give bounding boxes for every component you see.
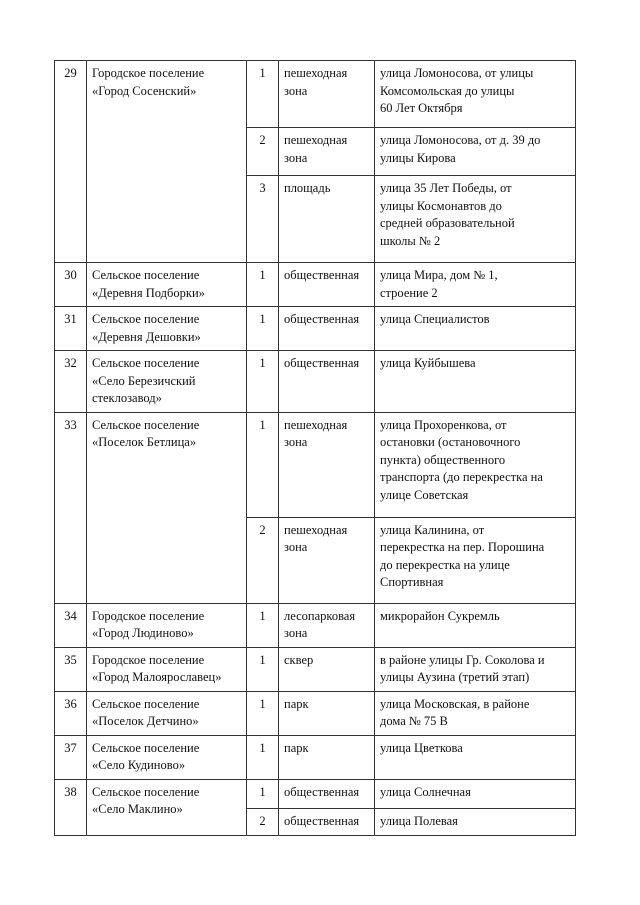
territory-address [375, 779, 576, 808]
item-number: 2 [247, 128, 279, 176]
text-line: парк [284, 740, 309, 755]
text-line: улицы Аузина (третий этап) [380, 670, 530, 684]
text-line: пешеходная [284, 522, 348, 537]
text-line: улица Специалистов [380, 312, 490, 326]
settlement-name [87, 307, 247, 351]
territory-address [375, 176, 576, 263]
row-number: 34 [55, 603, 87, 647]
text-line: площадь [284, 181, 331, 195]
text-line: «Деревня Дешовки» [92, 329, 201, 344]
text-line: улица Куйбышева [380, 356, 476, 370]
item-number: 1 [247, 351, 279, 413]
territory-type [279, 61, 375, 128]
settlement-name [87, 779, 247, 835]
text-line: зона [284, 540, 308, 554]
text-line: улица 35 Лет Победы, от [380, 181, 512, 195]
text-line: Городское поселение [92, 652, 205, 667]
item-number: 1 [247, 735, 279, 779]
settlement-name [87, 412, 247, 603]
text-line: «Деревня Подборки» [92, 285, 205, 300]
text-line: Сельское поселение [92, 696, 200, 711]
territory-address [375, 808, 576, 835]
text-line: сквер [284, 652, 314, 667]
text-line: улица Московская, в районе [380, 696, 530, 711]
text-line: Сельское поселение [92, 312, 200, 326]
territory-type [279, 412, 375, 517]
territory-address [375, 517, 576, 603]
text-line: лесопарковая [284, 608, 356, 623]
territory-type [279, 779, 375, 808]
territory-type [279, 647, 375, 691]
table-row [55, 603, 576, 647]
item-number: 2 [247, 808, 279, 835]
text-line: зона [284, 150, 308, 165]
text-line: школы № 2 [380, 233, 441, 248]
text-line: пешеходная [284, 66, 348, 80]
item-number: 1 [247, 263, 279, 307]
text-line: улица Мира, дом № 1, [380, 268, 498, 282]
item-number: 2 [247, 517, 279, 603]
territory-type [279, 691, 375, 735]
text-line: общественная [284, 784, 360, 799]
text-line: транспорта (до перекрестка на [380, 470, 543, 484]
text-line: Городское поселение [92, 608, 205, 623]
item-number: 1 [247, 603, 279, 647]
text-line: улице Советская [380, 487, 469, 502]
settlement-name [87, 691, 247, 735]
territory-table [54, 60, 576, 836]
document-page [54, 60, 575, 836]
table-row [55, 61, 576, 128]
text-line: Спортивная [380, 575, 444, 589]
text-line: до перекрестка на улице [380, 557, 510, 572]
text-line: «Село Кудиново» [92, 758, 186, 772]
row-number: 38 [55, 779, 87, 835]
territory-type [279, 263, 375, 307]
territory-address [375, 647, 576, 691]
text-line: «Город Малоярославец» [92, 670, 222, 684]
territory-address [375, 603, 576, 647]
text-line: в районе улицы Гр. Соколова и [380, 652, 545, 667]
row-number: 31 [55, 307, 87, 351]
text-line: пункта) общественного [380, 452, 506, 467]
text-line: парк [284, 696, 309, 711]
text-line: улица Прохоренкова, от [380, 417, 507, 432]
text-line: стеклозавод» [92, 391, 162, 405]
text-line: зона [284, 435, 308, 449]
text-line: улица Калинина, от [380, 522, 485, 537]
text-line: улица Ломоносова, от улицы [380, 66, 534, 80]
text-line: зона [284, 626, 308, 640]
text-line: общественная [284, 268, 360, 282]
row-number: 32 [55, 351, 87, 413]
territory-address [375, 263, 576, 307]
text-line: улицы Кирова [380, 150, 456, 165]
item-number: 1 [247, 647, 279, 691]
text-line: улицы Космонавтов до [380, 198, 502, 213]
row-number: 29 [55, 61, 87, 263]
table-body [55, 61, 576, 836]
text-line: зона [284, 83, 308, 98]
territory-address [375, 307, 576, 351]
row-number: 37 [55, 735, 87, 779]
territory-address [375, 735, 576, 779]
text-line: Сельское поселение [92, 417, 200, 432]
settlement-name [87, 647, 247, 691]
territory-type [279, 735, 375, 779]
text-line: Сельское поселение [92, 740, 200, 755]
text-line: общественная [284, 813, 360, 828]
territory-type [279, 351, 375, 413]
table-row [55, 351, 576, 413]
territory-type [279, 128, 375, 176]
text-line: Сельское поселение [92, 356, 200, 370]
item-number: 1 [247, 412, 279, 517]
text-line: Сельское поселение [92, 268, 200, 282]
text-line: пешеходная [284, 417, 348, 432]
text-line: микрорайон Сукремль [380, 608, 500, 623]
territory-type [279, 808, 375, 835]
table-row [55, 735, 576, 779]
text-line: «Поселок Детчино» [92, 714, 199, 728]
text-line: средней образовательной [380, 216, 515, 230]
text-line: «Село Маклино» [92, 802, 183, 816]
settlement-name [87, 263, 247, 307]
item-number: 1 [247, 691, 279, 735]
row-number: 36 [55, 691, 87, 735]
text-line: улица Ломоносова, от д. 39 до [380, 133, 541, 147]
row-number: 33 [55, 412, 87, 603]
text-line: «Город Сосенский» [92, 83, 197, 98]
text-line: дома № 75 В [380, 714, 448, 728]
table-row [55, 307, 576, 351]
text-line: общественная [284, 312, 360, 326]
text-line: Комсомольская до улицы [380, 83, 515, 98]
settlement-name [87, 351, 247, 413]
row-number: 35 [55, 647, 87, 691]
territory-address [375, 351, 576, 413]
territory-type [279, 517, 375, 603]
territory-address [375, 412, 576, 517]
territory-type [279, 176, 375, 263]
item-number: 1 [247, 61, 279, 128]
table-row [55, 412, 576, 517]
text-line: «Село Березичский [92, 373, 196, 388]
text-line: пешеходная [284, 133, 348, 147]
territory-address [375, 691, 576, 735]
table-row [55, 647, 576, 691]
text-line: улица Цветкова [380, 740, 463, 755]
territory-type [279, 603, 375, 647]
text-line: «Город Людиново» [92, 626, 194, 640]
territory-type [279, 307, 375, 351]
table-row [55, 263, 576, 307]
text-line: строение 2 [380, 285, 438, 300]
text-line: улица Полевая [380, 813, 458, 828]
text-line: Городское поселение [92, 66, 205, 80]
text-line: перекрестка на пер. Порошина [380, 540, 545, 554]
item-number: 1 [247, 779, 279, 808]
row-number: 30 [55, 263, 87, 307]
text-line: остановки (остановочного [380, 435, 521, 449]
territory-address [375, 128, 576, 176]
item-number: 1 [247, 307, 279, 351]
settlement-name [87, 735, 247, 779]
text-line: «Поселок Бетлица» [92, 435, 197, 449]
text-line: общественная [284, 356, 360, 370]
item-number: 3 [247, 176, 279, 263]
settlement-name [87, 61, 247, 263]
settlement-name [87, 603, 247, 647]
table-row [55, 779, 576, 808]
text-line: 60 Лет Октября [380, 101, 463, 115]
text-line: Сельское поселение [92, 784, 200, 799]
territory-address [375, 61, 576, 128]
text-line: улица Солнечная [380, 784, 471, 799]
table-row [55, 691, 576, 735]
